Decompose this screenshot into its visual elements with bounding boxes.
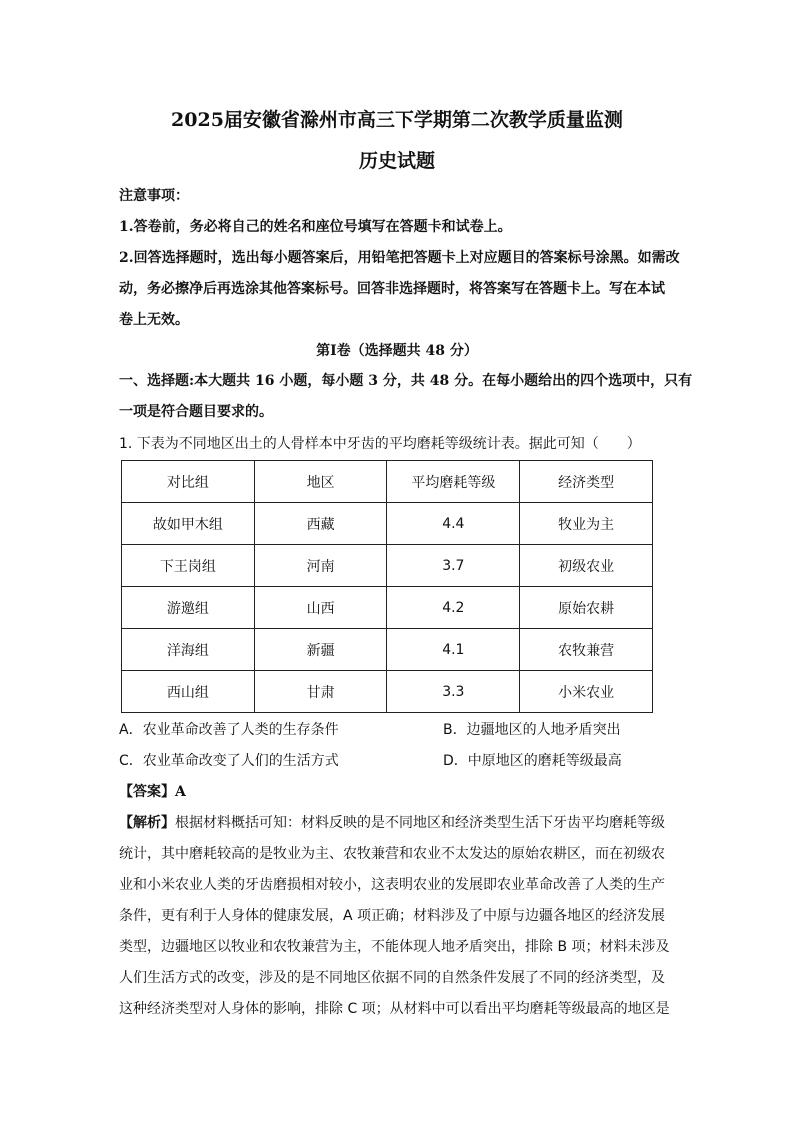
analysis-line-7: 这种经济类型对人身体的影响，排除 C 项；从材料中可以看出平均磨耗等级最高的地区是	[119, 1001, 670, 1017]
analysis-text: 根据材料概括可知：材料反映的是不同地区和经济类型生活下牙齿平均磨耗等级	[175, 815, 665, 831]
option-c: C．农业革命改变了人们的生活方式	[119, 753, 339, 769]
table-cell: 西藏	[254, 503, 387, 545]
question-1-stem: 1. 下表为不同地区出土的人骨样本中牙齿的平均磨耗等级统计表。据此可知（ ）	[119, 436, 641, 452]
notice-item-2-line-3: 卷上无效。	[119, 312, 189, 328]
table-cell: 下王岗组	[122, 545, 255, 587]
table-cell: 4.4	[387, 503, 520, 545]
answer-line: 【答案】A	[119, 784, 186, 800]
analysis-label: 【解析】	[119, 815, 175, 831]
exam-subtitle: 历史试题	[358, 150, 435, 172]
table-cell: 初级农业	[520, 545, 653, 587]
table-header-cell: 经济类型	[520, 461, 653, 503]
notice-item-1: 1.答卷前，务必将自己的姓名和座位号填写在答题卡和试卷上。	[119, 219, 512, 235]
section-intro-line-2: 一项是符合题目要求的。	[119, 404, 273, 420]
analysis-line-5: 类型，边疆地区以牧业和农牧兼营为主，不能体现人地矛盾突出，排除 B 项；材料未涉及	[119, 939, 670, 955]
table-cell: 新疆	[254, 629, 387, 671]
table-header-cell: 地区	[254, 461, 387, 503]
analysis-line-4: 条件，更有利于人身体的健康发展，A 项正确；材料涉及了中原与边疆各地区的经济发展	[119, 908, 666, 924]
wear-level-table	[121, 460, 653, 713]
option-d: D．中原地区的磨耗等级最高	[443, 753, 622, 769]
notice-item-2-line-2: 动，务必擦净后再选涂其他答案标号。回答非选择题时，将答案写在答题卡上。写在本试	[119, 281, 665, 297]
table-row	[122, 671, 653, 713]
table-cell: 游邀组	[122, 587, 255, 629]
notice-item-2-line-1: 2.回答选择题时，选出每小题答案后，用铅笔把答题卡上对应题目的答案标号涂黑。如需改	[119, 250, 680, 266]
table-cell: 西山组	[122, 671, 255, 713]
table-header-cell: 平均磨耗等级	[387, 461, 520, 503]
table-cell: 山西	[254, 587, 387, 629]
table-cell: 小米农业	[520, 671, 653, 713]
table-cell: 洋海组	[122, 629, 255, 671]
exam-title: 2025届安徽省滁州市高三下学期第二次教学质量监测	[171, 109, 623, 131]
table-cell: 3.7	[387, 545, 520, 587]
option-a: A．农业革命改善了人类的生存条件	[119, 722, 339, 738]
table-cell: 农牧兼营	[520, 629, 653, 671]
table-cell: 河南	[254, 545, 387, 587]
analysis-line-2: 统计，其中磨耗较高的是牧业为主、农牧兼营和农业不太发达的原始农耕区，而在初级农	[119, 846, 665, 862]
analysis-line-1	[119, 813, 675, 833]
table-cell: 4.1	[387, 629, 520, 671]
table-cell: 3.3	[387, 671, 520, 713]
table-header-row	[122, 461, 653, 503]
analysis-line-6: 人们生活方式的改变，涉及的是不同地区依据不同的自然条件发展了不同的经济类型，及	[119, 970, 665, 986]
table-row	[122, 587, 653, 629]
table-cell: 牧业为主	[520, 503, 653, 545]
table-cell: 甘肃	[254, 671, 387, 713]
analysis-line-3: 业和小米农业人类的牙齿磨损相对较小，这表明农业的发展即农业革命改善了人类的生产	[119, 877, 665, 893]
notice-heading: 注意事项：	[119, 188, 189, 204]
table-header-cell: 对比组	[122, 461, 255, 503]
table-cell: 故如甲木组	[122, 503, 255, 545]
option-b: B．边疆地区的人地矛盾突出	[443, 722, 621, 738]
table-cell: 4.2	[387, 587, 520, 629]
section-intro-line-1: 一、选择题:本大题共 16 小题，每小题 3 分，共 48 分。在每小题给出的四个选项中，只有	[119, 373, 693, 389]
table-row	[122, 545, 653, 587]
table-cell: 原始农耕	[520, 587, 653, 629]
volume-title: 第Ⅰ卷（选择题共 48 分）	[316, 343, 478, 359]
table-row	[122, 629, 653, 671]
table-row	[122, 503, 653, 545]
